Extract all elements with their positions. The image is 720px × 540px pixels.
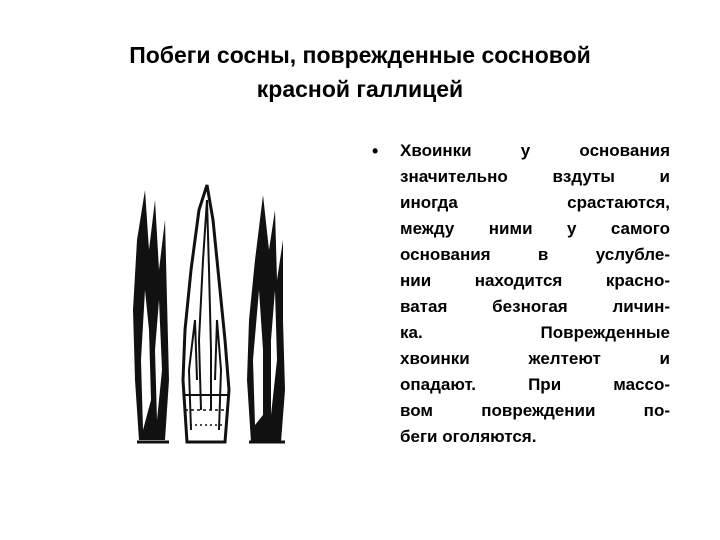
bullet-line: вом повреждении по- [400, 401, 670, 420]
bullet-line: хвоинки желтеют и [400, 349, 670, 368]
bullet-line: между ними у самого [400, 219, 670, 238]
bullet-line: Хвоинки у основания [400, 141, 670, 160]
slide-title-line-2: красной галлицей [256, 76, 464, 102]
bullet-line: основания в услубле- [400, 245, 670, 264]
bullet-line: иногда срастаются, [400, 193, 670, 212]
bullet-line: ватая безногая личин- [400, 297, 670, 316]
bullet-line: значительно вздуты и [400, 167, 670, 186]
pine-shoot-left [133, 190, 169, 442]
bullet-marker: • [372, 141, 379, 161]
bullet-line: нии находится красно- [400, 271, 670, 290]
pine-shoots-illustration [125, 180, 300, 450]
slide-title-line-1: Побеги сосны, поврежденные сосновой [129, 42, 591, 68]
bullet-paragraph [400, 138, 670, 450]
pine-shoot-right [247, 195, 285, 442]
bullet-line: беги оголяются. [400, 427, 537, 446]
pine-shoot-middle [183, 185, 229, 442]
bullet-line: ка. Поврежденные [400, 323, 670, 342]
slide-title [40, 38, 680, 106]
bullet-line: опадают. При массо- [400, 375, 670, 394]
